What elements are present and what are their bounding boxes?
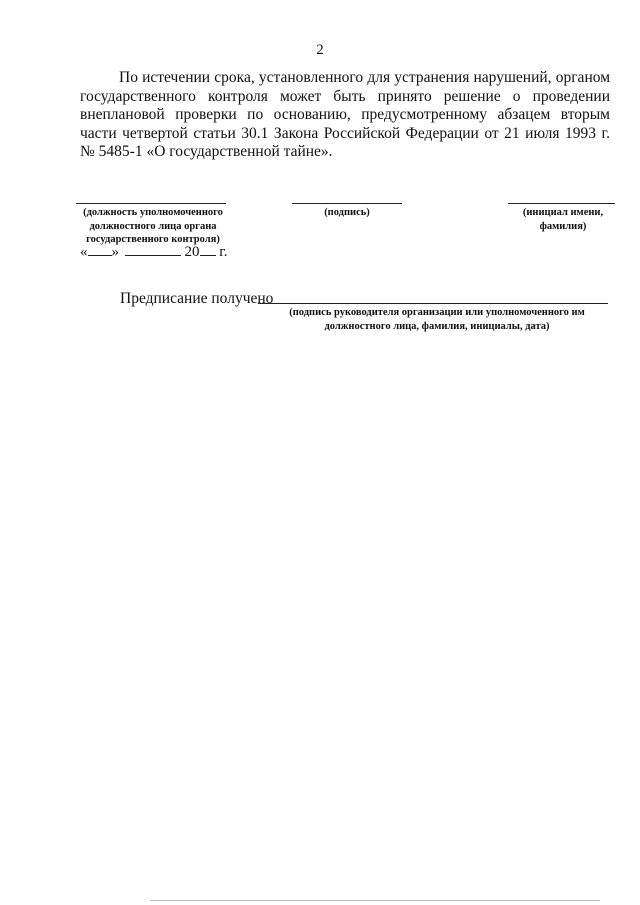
year-prefix: 20 (184, 244, 200, 260)
received-signature-line (258, 303, 608, 304)
name-caption: (инициал имени, фамилия) (522, 207, 604, 232)
received-caption: (подпись руководителя организации или уполномоченного им должностного лица, фамилия, инициалы, дата) (289, 307, 585, 332)
position-line (76, 203, 226, 204)
date-close-quote: » (111, 244, 119, 260)
year-blank (200, 243, 216, 256)
page-bottom-edge (150, 900, 600, 901)
signature-line (292, 203, 402, 204)
date-line (80, 243, 227, 261)
month-blank (125, 243, 181, 256)
page-number: 2 (316, 42, 324, 58)
date-open-quote: « (80, 244, 88, 260)
day-blank (88, 243, 112, 256)
name-line (508, 203, 615, 204)
signature-caption: (подпись) (324, 207, 370, 218)
received-label: Предписание получено (120, 290, 274, 307)
body-paragraph: По истечении срока, установленного для устранения нарушений, органом государственного контроля может быть принято решение о проведении внеплановой проверки по основанию, предусмотренному абзацем вторым части четвертой статьи 30.1 Закона Российской Федерации от 21 июля 1993 г. № 5485-1 «О государственной тайне». (80, 69, 610, 161)
year-suffix: г. (219, 244, 228, 260)
position-caption: (должность уполномоченного должностного лица органа государственного контроля) (83, 207, 223, 245)
